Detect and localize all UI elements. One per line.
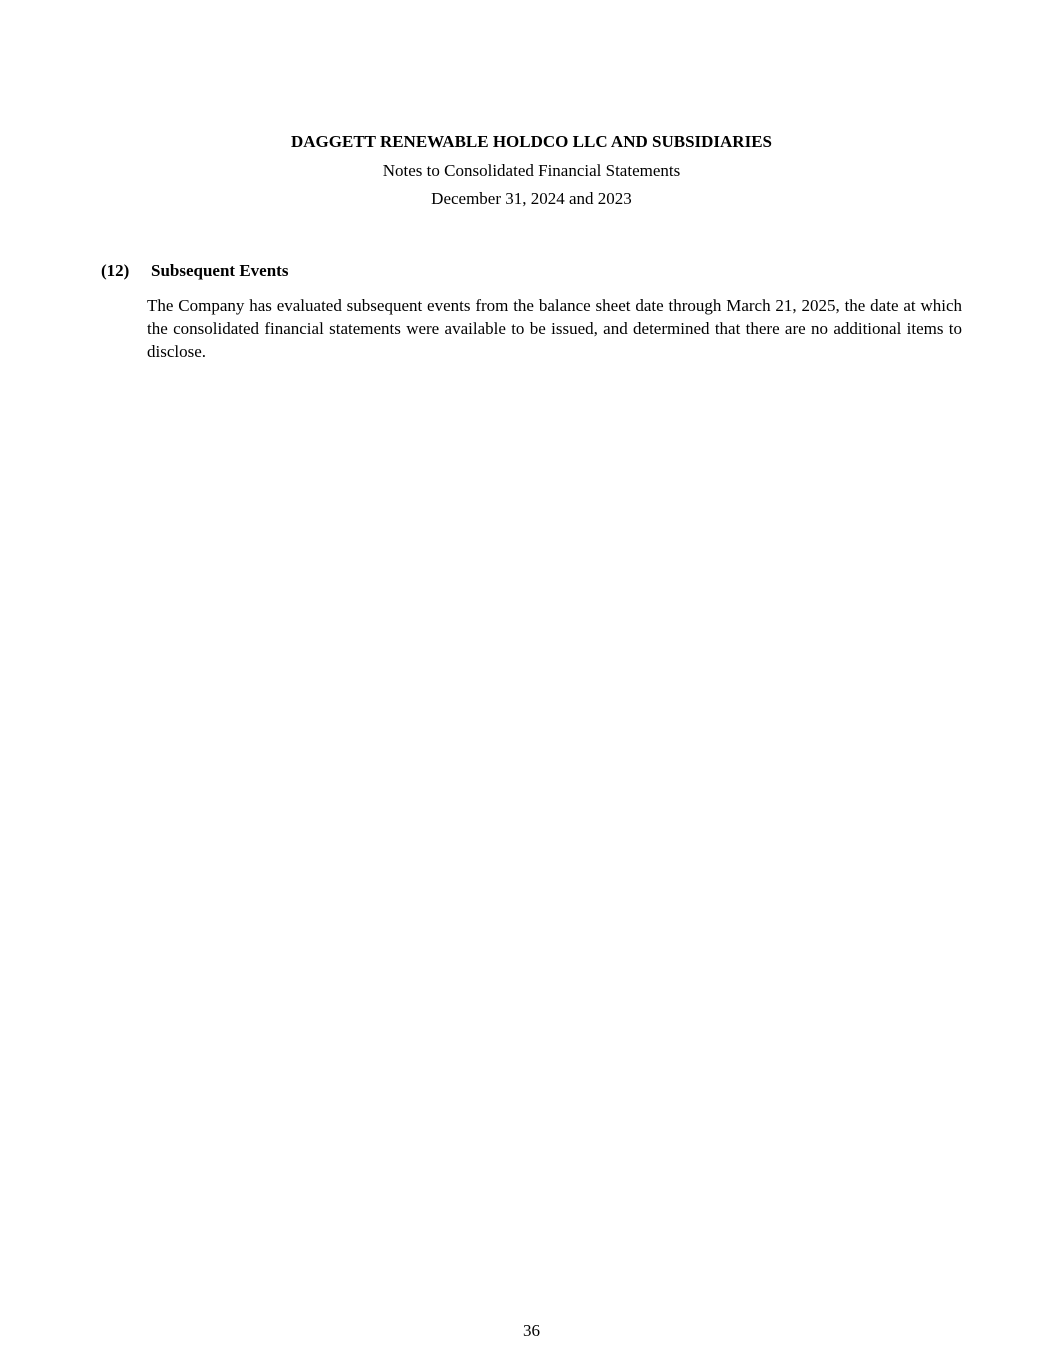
page-number: 36 — [523, 1321, 540, 1340]
statement-period: December 31, 2024 and 2023 — [431, 189, 632, 208]
note-number: (12) — [101, 261, 130, 280]
note-body-paragraph: The Company has evaluated subsequent events from the balance sheet date through March 21, 2025, the date at which the consolidated financial statements were available to be issued, and determined that there are no additional items to disclose. — [147, 296, 962, 361]
statement-subtitle: Notes to Consolidated Financial Statements — [382, 161, 681, 180]
note-heading — [101, 261, 288, 281]
company-name: DAGGETT RENEWABLE HOLDCO LLC AND SUBSIDIARIES — [290, 132, 772, 151]
note-title: Subsequent Events — [151, 261, 289, 280]
